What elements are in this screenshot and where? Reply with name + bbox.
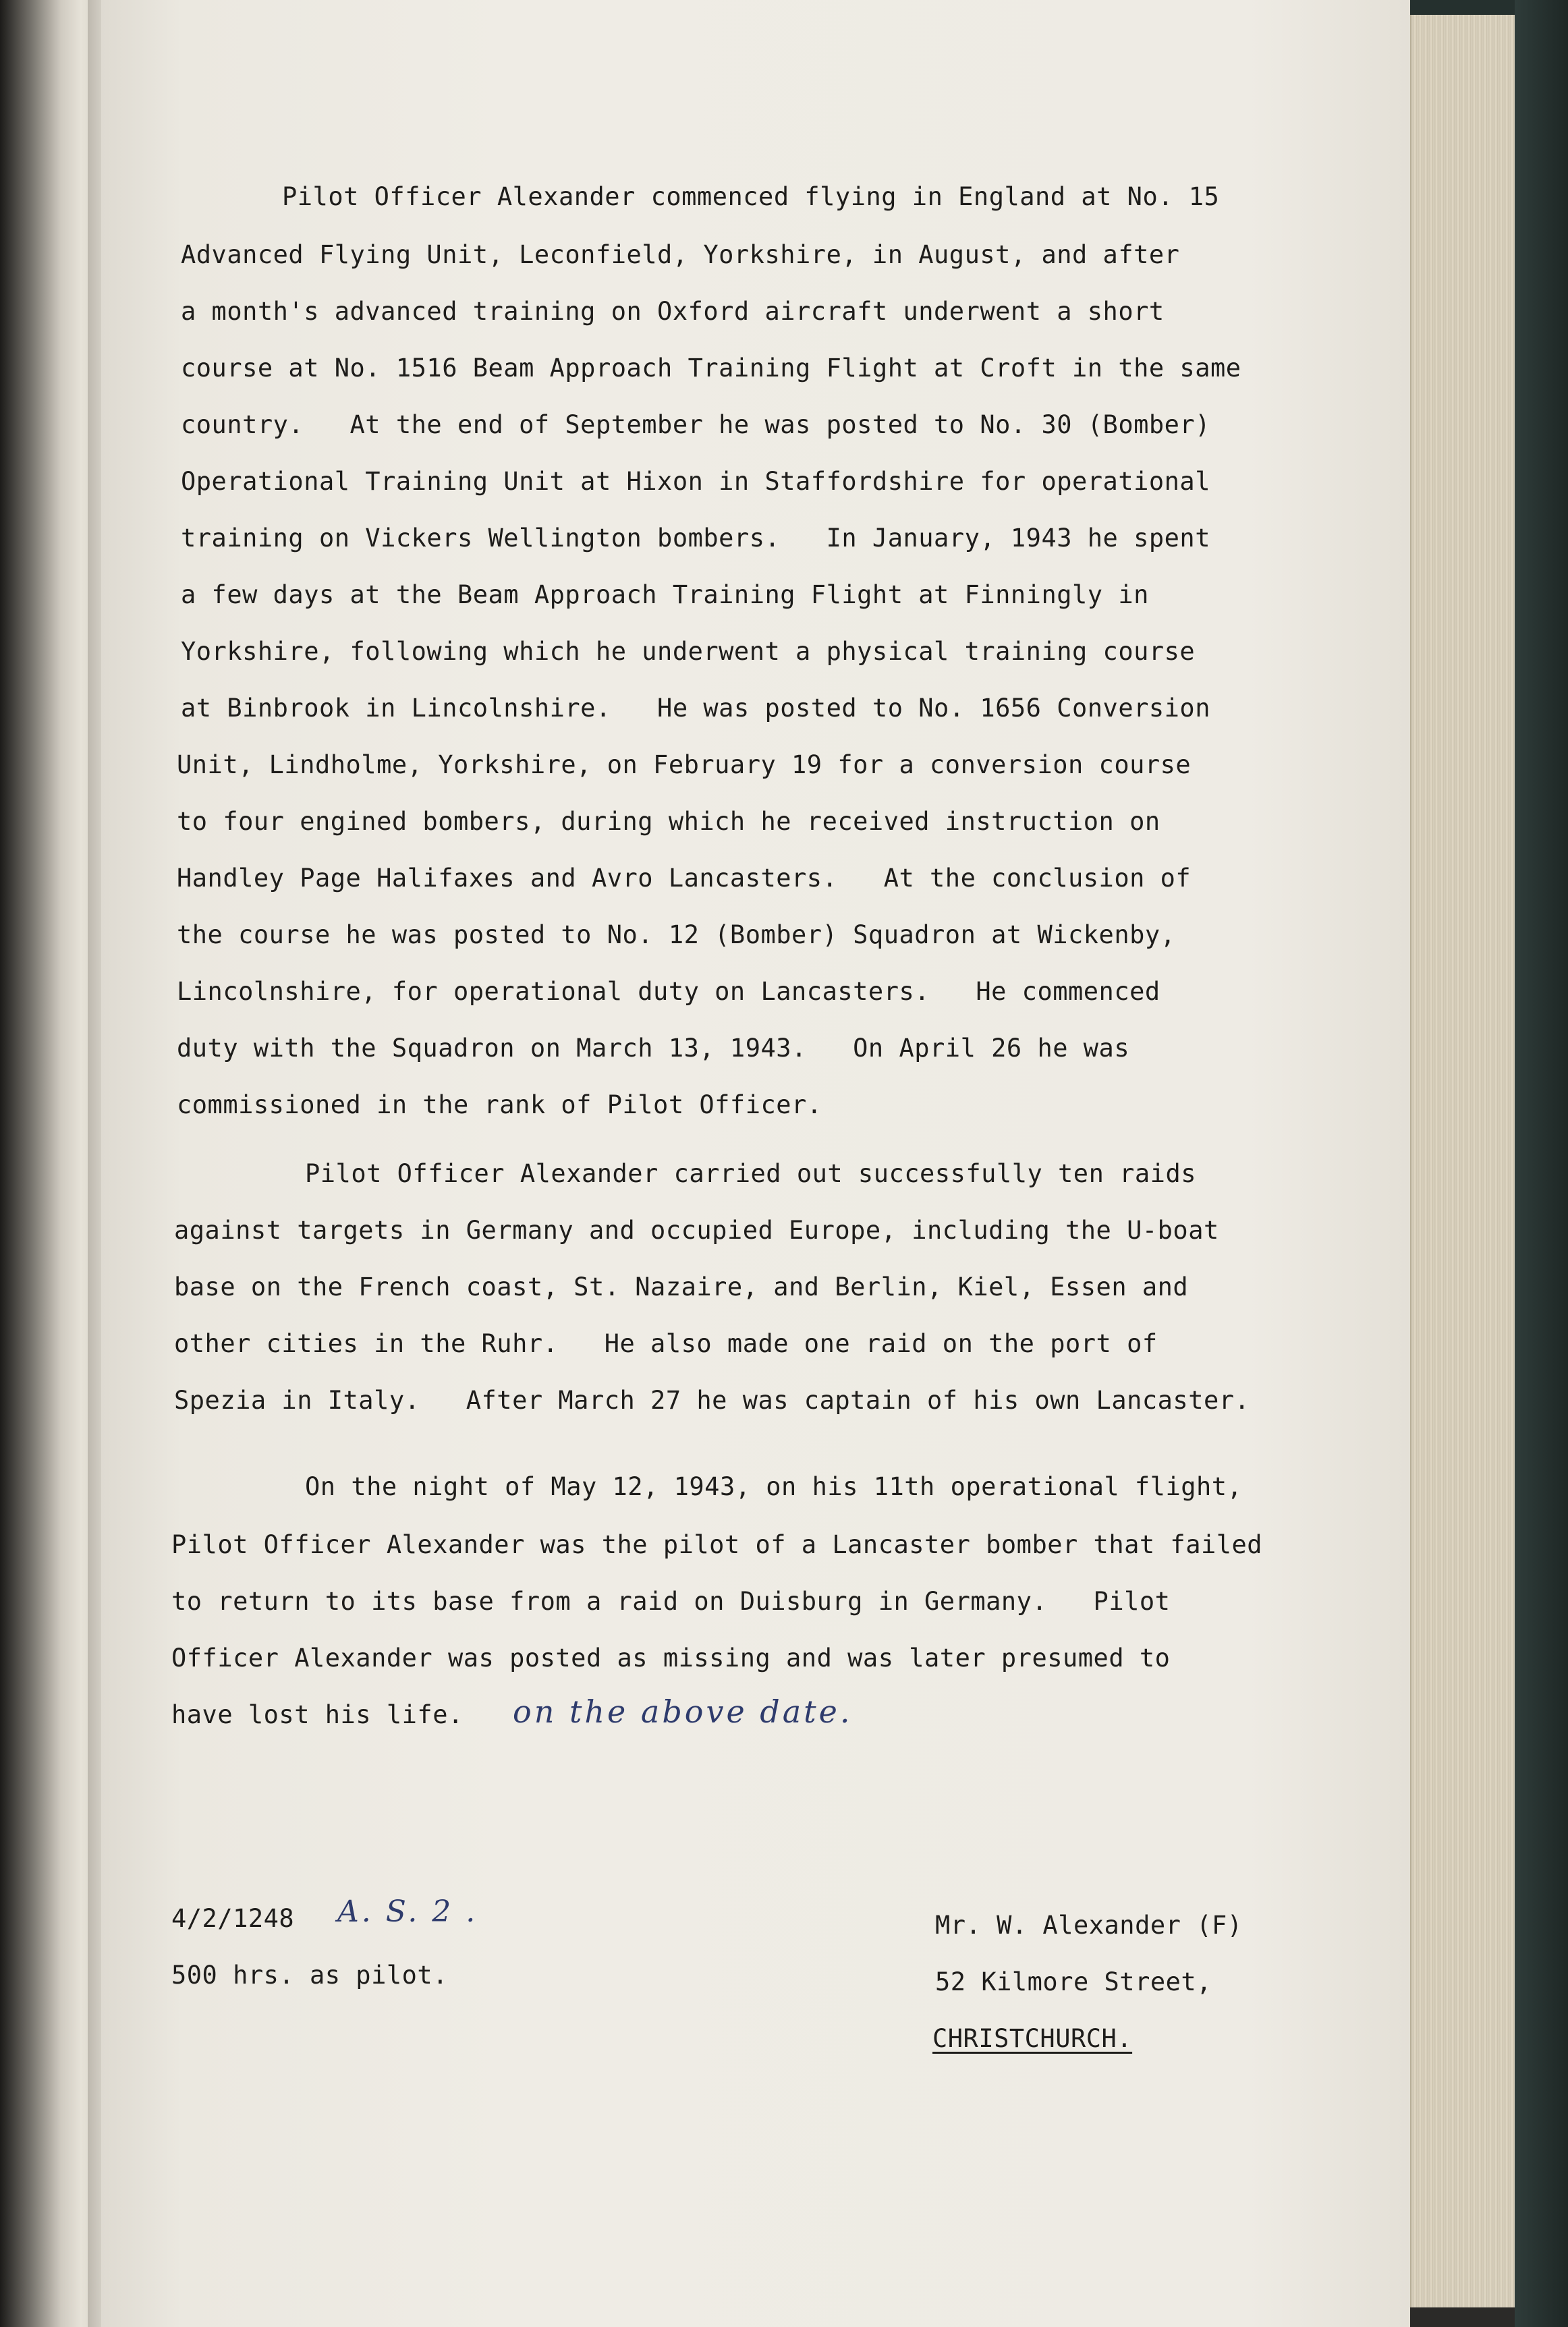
body-line: Handley Page Halifaxes and Avro Lancasters. At the conclusion of bbox=[177, 864, 1192, 893]
body-line: Officer Alexander was posted as missing and was later presumed to bbox=[171, 1644, 1171, 1673]
body-line: country. At the end of September he was posted to No. 30 (Bomber) bbox=[181, 410, 1210, 439]
body-line: Advanced Flying Unit, Leconfield, Yorkshire, in August, and after bbox=[181, 240, 1180, 269]
body-line: the course he was posted to No. 12 (Bomber) Squadron at Wickenby, bbox=[177, 920, 1176, 949]
next-of-kin-name: Mr. W. Alexander (F) bbox=[935, 1911, 1243, 1940]
body-line: a few days at the Beam Approach Training Flight at Finningly in bbox=[181, 580, 1149, 609]
body-line: Pilot Officer Alexander commenced flying in England at No. 15 bbox=[282, 182, 1220, 211]
typed-text-area bbox=[101, 0, 1410, 2327]
file-reference: 4/2/1248 bbox=[171, 1904, 295, 1933]
body-line: commissioned in the rank of Pilot Officer. bbox=[177, 1090, 822, 1119]
body-line: training on Vickers Wellington bombers. In January, 1943 he spent bbox=[181, 524, 1210, 553]
flying-hours: 500 hrs. as pilot. bbox=[171, 1961, 448, 1990]
body-line: at Binbrook in Lincolnshire. He was posted to No. 1656 Conversion bbox=[181, 694, 1210, 723]
body-line: to four engined bombers, during which he received instruction on bbox=[177, 807, 1160, 836]
next-of-kin-street: 52 Kilmore Street, bbox=[935, 1967, 1212, 1996]
body-line: a month's advanced training on Oxford aircraft underwent a short bbox=[181, 297, 1165, 326]
body-line: course at No. 1516 Beam Approach Training Flight at Croft in the same bbox=[181, 354, 1241, 383]
body-line: Pilot Officer Alexander carried out successfully ten raids bbox=[305, 1159, 1197, 1188]
body-line: Lincolnshire, for operational duty on Lancasters. He commenced bbox=[177, 977, 1160, 1006]
book-cover bbox=[1515, 0, 1568, 2327]
body-line: to return to its base from a raid on Duisburg in Germany. Pilot bbox=[171, 1587, 1171, 1616]
body-line: Spezia in Italy. After March 27 he was captain of his own Lancaster. bbox=[174, 1386, 1250, 1415]
handwritten-file-note: A. S. 2 . bbox=[337, 1895, 478, 1929]
book-page-edges bbox=[1410, 13, 1516, 2307]
body-line: On the night of May 12, 1943, on his 11th operational flight, bbox=[305, 1472, 1243, 1501]
body-line: Unit, Lindholme, Yorkshire, on February 19 for a conversion course bbox=[177, 750, 1192, 779]
body-line: other cities in the Ruhr. He also made one raid on the port of bbox=[174, 1329, 1158, 1358]
body-line: duty with the Squadron on March 13, 1943. On April 26 he was bbox=[177, 1034, 1130, 1063]
body-line: Pilot Officer Alexander was the pilot of a Lancaster bomber that failed bbox=[171, 1530, 1263, 1559]
body-line: base on the French coast, St. Nazaire, and Berlin, Kiel, Essen and bbox=[174, 1272, 1189, 1301]
handwritten-annotation: on the above date. bbox=[513, 1693, 853, 1730]
body-line: against targets in Germany and occupied Europe, including the U-boat bbox=[174, 1216, 1219, 1245]
body-line: Operational Training Unit at Hixon in Staffordshire for operational bbox=[181, 467, 1210, 496]
facing-page-edge bbox=[0, 0, 101, 2327]
body-line: Yorkshire, following which he underwent a physical training course bbox=[181, 637, 1196, 666]
next-of-kin-city: CHRISTCHURCH. bbox=[932, 2024, 1133, 2053]
body-line: have lost his life. bbox=[171, 1700, 464, 1729]
